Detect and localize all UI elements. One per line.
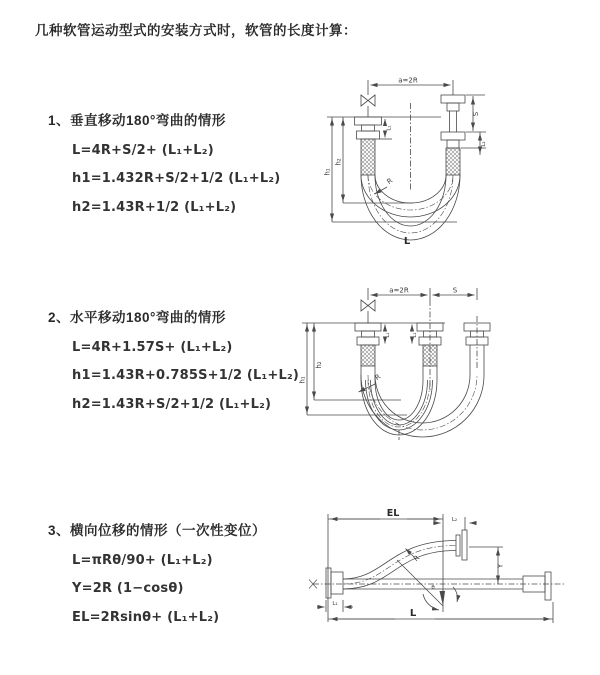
dim-label-h2: h₂	[315, 361, 323, 369]
dim-label-l1: L₁	[412, 332, 418, 338]
dim-label-r: R	[373, 372, 383, 383]
dim-label-l: L	[403, 236, 411, 247]
formula-line: Y=2R (1−cosθ)	[72, 581, 184, 596]
dim-label-h1: h₁	[323, 168, 332, 176]
formula-line: h1=1.43R+0.785S+1/2 (L₁+L₂)	[72, 368, 300, 383]
section-2-heading: 2、水平移动180°弯曲的情形	[48, 310, 226, 325]
dim-label-a2r: a=2R	[398, 76, 418, 85]
section-1-heading: 1、垂直移动180°弯曲的情形	[48, 113, 226, 128]
dim-label-l1: L₁	[386, 125, 393, 131]
section-3	[48, 519, 266, 625]
diagram-vertical-180-bend	[295, 70, 600, 265]
formula-line: h2=1.43R+S/2+1/2 (L₁+L₂)	[72, 396, 272, 412]
dim-label-r: R	[385, 176, 395, 187]
section-2	[48, 306, 299, 412]
formula-line: L=4R+S/2+ (L₁+L₂)	[72, 142, 214, 158]
dim-label-l1: L₁	[332, 601, 338, 607]
diagram-lateral-displacement	[295, 488, 600, 660]
diagram-horizontal-180-bend	[295, 280, 600, 470]
dim-label-l: L	[409, 608, 417, 619]
dim-label-s: S	[472, 111, 480, 117]
dim-label-l2: L₂	[481, 141, 487, 147]
dim-label-a2r: a=2R	[389, 286, 409, 295]
formula-line: h1=1.432R+S/2+1/2 (L₁+L₂)	[72, 171, 281, 186]
formula-line: h2=1.43R+1/2 (L₁+L₂)	[72, 199, 237, 215]
dim-label-s: S	[452, 286, 458, 295]
dim-label-r: R	[412, 553, 422, 564]
section-3-heading: 3、横向位移的情形（一次性变位）	[48, 523, 267, 538]
valve-icon	[361, 95, 375, 106]
formula-line: EL=2Rsinθ+ (L₁+L₂)	[72, 609, 220, 625]
dim-label-l1: L₁	[385, 332, 391, 338]
dim-label-theta: θ	[431, 585, 435, 591]
formula-line: L=4R+1.57S+ (L₁+L₂)	[72, 339, 233, 355]
diagram1-linework	[327, 80, 486, 240]
dim-label-y: Y	[496, 563, 505, 569]
dim-label-el: EL	[386, 508, 400, 519]
page-title: 几种软管运动型式的安装方式时，软管的长度计算：	[35, 23, 357, 38]
diagram3-linework	[309, 514, 565, 623]
dim-label-l2: L₂	[451, 517, 458, 523]
valve-icon	[361, 300, 375, 311]
formula-line: L=πRθ/90+ (L₁+L₂)	[72, 552, 213, 568]
diagram2-linework	[302, 288, 490, 440]
dim-label-h2: h₂	[334, 158, 343, 166]
dim-label-h1: h₁	[298, 376, 307, 384]
section-1	[48, 109, 280, 215]
